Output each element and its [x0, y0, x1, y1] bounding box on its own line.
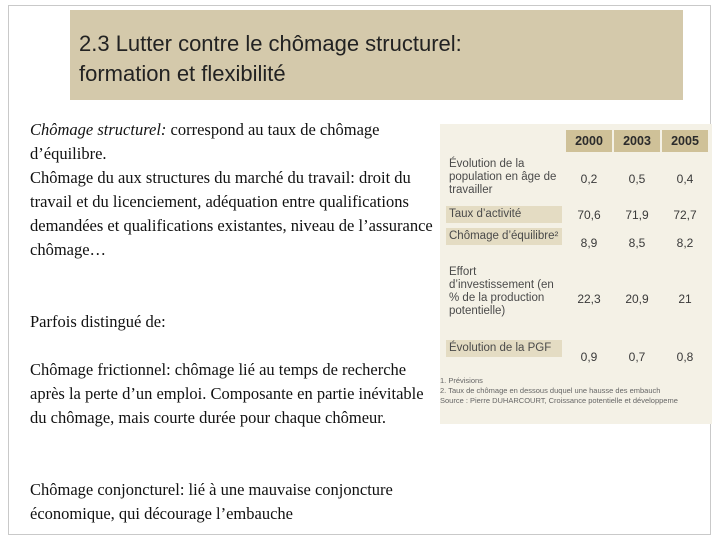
definition-structural: correspond au taux de chômage d’équilibre.: [30, 120, 380, 163]
cell-value: 72,7: [673, 208, 697, 222]
term-structural: Chômage structurel:: [30, 120, 167, 139]
table-row: [446, 228, 712, 256]
footnote-1: 1. Prévisions: [440, 376, 483, 385]
paragraph-cyclical: [30, 478, 440, 526]
cell-value: 8,2: [676, 236, 694, 250]
table-source: Source : Pierre DUHARCOURT, Croissance potentielle et développeme: [440, 396, 678, 405]
table-header-row: [566, 130, 710, 152]
year-header: 2005: [662, 130, 708, 152]
data-table-image: [440, 124, 712, 424]
table-row: [446, 264, 712, 332]
cell-value: 20,9: [625, 292, 649, 306]
cell-value: 22,3: [577, 292, 601, 306]
cell-value: 0,5: [628, 172, 646, 186]
row-label: Évolution de la PGF: [446, 340, 562, 357]
cell-value: 0,4: [676, 172, 694, 186]
row-label: Effort d’investissement (en % de la production potentielle): [449, 266, 554, 317]
cell-value: 0,2: [580, 172, 598, 186]
table-row: [446, 156, 712, 200]
cell-value: 71,9: [625, 208, 649, 222]
year-header: 2003: [614, 130, 660, 152]
table-row: [446, 340, 712, 372]
structural-causes: Chômage du aux structures du marché du travail: droit du travail et du licenciement, adéquation entre qualifications demandées et qualifications existantes, niveau de l’assurance chômage…: [30, 168, 433, 259]
cell-value: 0,7: [628, 350, 646, 364]
slide-title-line-1: 2.3 Lutter contre le chômage structurel:: [79, 31, 462, 56]
table-footnotes: [440, 376, 712, 406]
paragraph-distinguished: [30, 310, 440, 334]
table-row: [446, 206, 712, 226]
cyclical-text: Chômage conjoncturel: lié à une mauvaise conjoncture économique, qui décourage l’embauche: [30, 480, 393, 523]
cell-value: 8,9: [580, 236, 598, 250]
cell-value: 70,6: [577, 208, 601, 222]
slide-title-line-2: formation et flexibilité: [79, 61, 286, 86]
row-label: Évolution de la population en âge de travailler: [449, 158, 557, 196]
frictional-text: Chômage frictionnel: chômage lié au temps de recherche après la perte d’un emploi. Composante en partie inévitable du chômage, mais courte durée pour chaque chômeur.: [30, 360, 424, 427]
paragraph-frictional: [30, 358, 440, 430]
cell-value: 8,5: [628, 236, 646, 250]
row-label: Chômage d’équilibre²: [446, 228, 562, 245]
cell-value: 0,8: [676, 350, 694, 364]
year-header: 2000: [566, 130, 612, 152]
paragraph-structural: [30, 118, 440, 262]
cell-value: 21: [678, 292, 692, 306]
footnote-2: 2. Taux de chômage en dessous duquel une hausse des embauch: [440, 386, 661, 395]
cell-value: 0,9: [580, 350, 598, 364]
distinguished-text: Parfois distingué de:: [30, 312, 166, 331]
row-label: Taux d’activité: [446, 206, 562, 223]
title-bar: [70, 10, 683, 100]
